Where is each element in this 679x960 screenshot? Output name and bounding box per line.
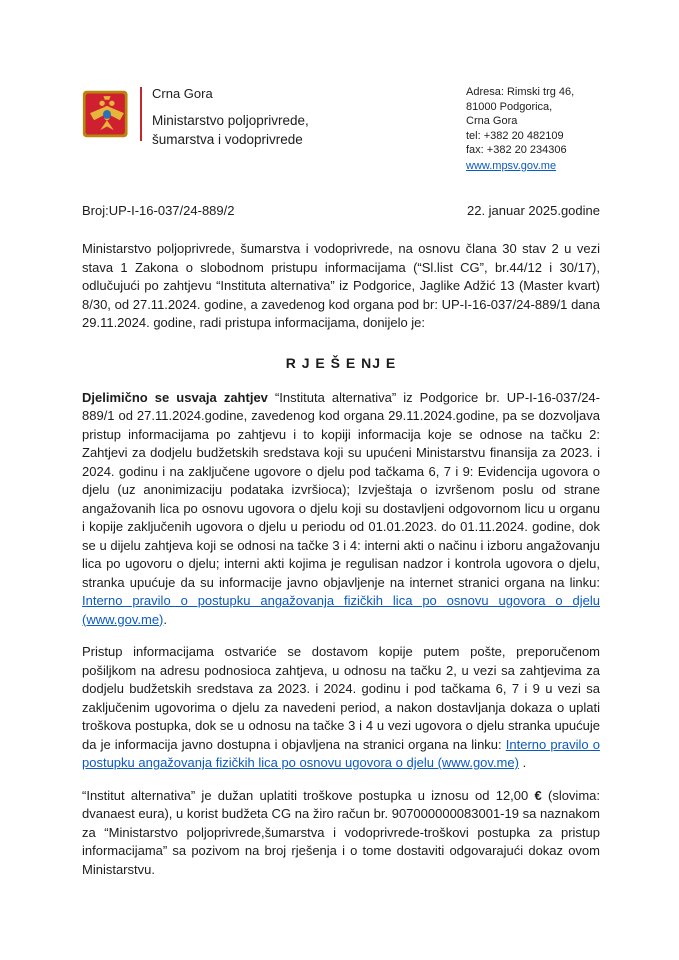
ministry-name-line1: Ministarstvo poljoprivrede, xyxy=(152,113,309,128)
costs-text-1: “Institut alternativa” je dužan uplatiti troškove postupka u iznosu od 12,00 xyxy=(82,787,535,803)
document-title: R J E Š E NJ E xyxy=(285,354,397,371)
euro-symbol: € xyxy=(534,787,542,803)
document-number: Broj:UP-I-16-037/24-889/2 xyxy=(82,203,235,218)
coat-of-arms-icon xyxy=(82,85,132,143)
document-body xyxy=(82,240,600,879)
letterhead xyxy=(82,85,600,173)
decision-tail: . xyxy=(163,611,168,627)
costs-paragraph xyxy=(82,787,600,880)
phone-number: tel: +382 20 482109 xyxy=(466,129,564,142)
contact-block xyxy=(466,85,600,173)
decision-paragraph xyxy=(82,389,600,630)
intro-paragraph: Ministarstvo poljoprivrede, šumarstva i vodoprivrede, na osnovu člana 30 stav 2 u vezi stava 1 Zakona o slobodnom pristupu informacijama (“Sl.list CG”, br.44/12 i 30/17), odlučujući po zahtjevu “Instituta alternativa” iz Podgorice, Jaglike Adžić 13 (Master kvart) 8/30, od 27.11.2024. godine, a zavedenog kod organa pod br: UP-I-16-037/24-889/1 dana 29.11.2024. godine, radi pristupa informacijama, donijelo je: xyxy=(82,241,600,330)
decision-text: “Instituta alternativa” iz Podgorice br. UP-I-16-037/24-889/1 od 27.11.2024.godine, zavedenog kod organa 29.11.2024.godine, pa se dozvoljava pristup informacijama po zahtjevu i to kopiji informacija koje se odnose na tačku 2: Zahtjevi za dodjelu budžetskih sredstava koji su upućeni Ministarstvu finansija za 2023. i 2024. godinu i na zaključene ugovore o djelu pod tačkama 6, 7 i 9: Evidencija ugovora o djelu (uz anonimizaciju podataka izvršioca); Izvještaja o izvršenom poslu od strane angažovanih lica po osnovu ugovora o djelu koji su dostavljeni odgovornom licu u organu i kopije zaključenih ugovora o djelu u periodu od 01.01.2023. do 01.11.2024. godine, dok se u dijelu zahtjeva koji se odnosi na tačke 3 i 4: interni akti o načinu i izboru angažovanju lica po ugovoru o djelu; interni akti kojima je regulisan nadzor i kontrola ugovora o djelu, stranka upućuje da su informacije javno objavljenje na internet stranici organa na linku: xyxy=(82,389,600,590)
country-name: Crna Gora xyxy=(152,86,213,101)
ministry-name-line2: šumarstva i vodoprivrede xyxy=(152,132,303,147)
delivery-tail: . xyxy=(518,755,527,770)
interno-pravilo-link-2[interactable]: Interno pravilo o postupku angažovanja fizičkih lica po osnovu ugovora o djelu (www.gov.me) xyxy=(82,736,600,770)
decision-bold-lead: Djelimično se usvaja zahtjev xyxy=(82,389,268,405)
brand-text xyxy=(152,85,309,149)
website-link[interactable]: www.mpsv.gov.me xyxy=(466,159,557,172)
ministry-brand xyxy=(82,85,309,149)
interno-pravilo-link-1[interactable]: Interno pravilo o postupku angažovanja fizičkih lica po osnovu ugovora o djelu (www.gov.me) xyxy=(82,593,600,627)
address-line2: 81000 Podgorica, xyxy=(466,100,553,113)
costs-text-2: (slovima: dvanaest eura), u korist budžeta CG na žiro račun br. 907000000083001-19 sa naznakom za “Ministarstvo poljoprivrede,šumarstva i vodoprivrede-troškovi postupka za pristup informacijama” sa pozivom na broj rješenja i o tome dostaviti odgovarajući dokaz ovom Ministarstvu. xyxy=(82,787,600,877)
address-line3: Crna Gora xyxy=(466,115,518,127)
delivery-text: Pristup informacijama ostvariće se dostavom kopije putem pošte, preporučenom pošiljkom na adresu podnosioca zahtjeva, u odnosu na tačku 2, u vezi sa zahtjevima za dodjelu budžetskih sredstava za 2023. i 2024. godinu i pod tačkama 6, 7 i 9 u vezi sa zaključenim ugovorima o djelu za navedeni period, a nakon dostavljanja dokaza o uplati troškova postupka, dok se u odnosu na tačke 3 i 4 u vezi ugovora o djelu stranka upućuje da je informacija javno dostupna i objavljena na stranici organa na linku: xyxy=(82,644,600,752)
delivery-paragraph xyxy=(82,643,600,773)
ministry-name xyxy=(152,111,309,149)
document-date: 22. januar 2025.godine xyxy=(466,203,600,218)
fax-number: fax: +382 20 234306 xyxy=(466,144,567,156)
reference-row xyxy=(82,203,600,218)
address-line1: Adresa: Rimski trg 46, xyxy=(466,86,575,98)
logo-divider xyxy=(140,87,142,141)
